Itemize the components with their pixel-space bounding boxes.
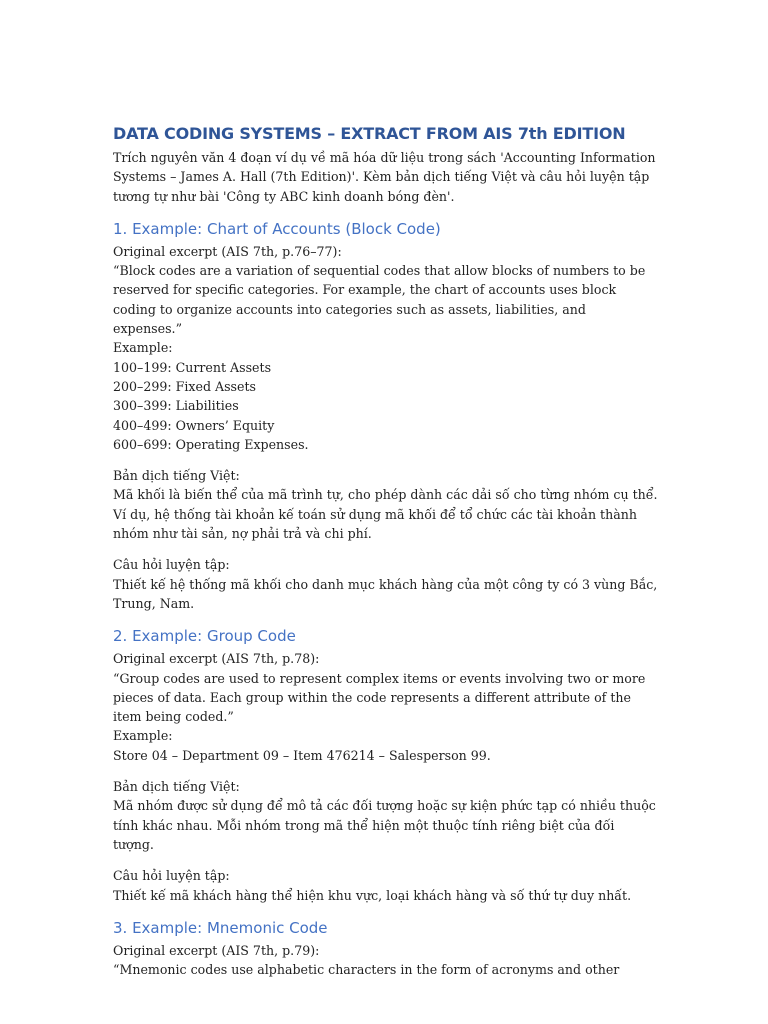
document-title: DATA CODING SYSTEMS – EXTRACT FROM AIS 7th EDITION (113, 124, 626, 143)
document-content (113, 124, 658, 979)
section-1-example-label: Example: (113, 340, 173, 356)
section-1-example-item: 100–199: Current Assets (113, 359, 272, 375)
section-2-quote: “Group codes are used to represent complex items or events involving two or more pieces of data. Each group within the code represents a different attribute of the item being coded.” (113, 670, 646, 725)
section-2-question-label: Câu hỏi luyện tập: (113, 868, 230, 884)
section-3-excerpt-label: Original excerpt (AIS 7th, p.79): (113, 942, 320, 958)
section-1-heading: 1. Example: Chart of Accounts (Block Code) (113, 219, 441, 238)
intro-paragraph: Trích nguyên văn 4 đoạn ví dụ về mã hóa dữ liệu trong sách 'Accounting Information Systems – James A. Hall (7th Edition)'. Kèm bản dịch tiếng Việt và câu hỏi luyện tập tương tự như bài 'Công ty ABC kinh doanh bóng đèn'. (113, 150, 656, 204)
section-2-translation: Mã nhóm được sử dụng để mô tả các đối tượng hoặc sự kiện phức tạp có nhiều thuộc tính khác nhau. Mỗi nhóm trong mã thể hiện một thuộc tính riêng biệt của đối tượng. (113, 798, 656, 852)
section-3-quote: “Mnemonic codes use alphabetic characters in the form of acronyms and other (113, 962, 620, 978)
section-1-example-item: 200–299: Fixed Assets (113, 378, 257, 394)
section-1-translation-label: Bản dịch tiếng Việt: (113, 468, 240, 484)
section-1-question-label: Câu hỏi luyện tập: (113, 557, 230, 573)
section-2-example: Store 04 – Department 09 – Item 476214 – Salesperson 99. (113, 747, 491, 763)
section-1-example-item: 300–399: Liabilities (113, 398, 239, 414)
section-1-example-item: 400–499: Owners’ Equity (113, 417, 275, 433)
section-2-translation-label: Bản dịch tiếng Việt: (113, 779, 240, 795)
section-1-example-item: 600–699: Operating Expenses. (113, 436, 309, 452)
section-1-quote: “Block codes are a variation of sequential codes that allow blocks of numbers to be reserved for specific categories. For example, the chart of accounts uses block coding to organize accounts into categories such as assets, liabilities, and expenses.” (113, 263, 646, 337)
section-1-question: Thiết kế hệ thống mã khối cho danh mục khách hàng của một công ty có 3 vùng Bắc, Trung, Nam. (113, 576, 658, 611)
section-1-translation: Mã khối là biến thể của mã trình tự, cho phép dành các dải số cho từng nhóm cụ thể. Ví dụ, hệ thống tài khoản kế toán sử dụng mã khối để tổ chức các tài khoản thành nhóm như tài sản, nợ phải trả và chi phí. (113, 487, 658, 542)
section-2-example-label: Example: (113, 728, 173, 744)
section-2-excerpt-label: Original excerpt (AIS 7th, p.78): (113, 651, 320, 667)
section-2-heading: 2. Example: Group Code (113, 627, 296, 646)
section-2-question: Thiết kế mã khách hàng thể hiện khu vực, loại khách hàng và số thứ tự duy nhất. (113, 887, 632, 903)
section-3-heading: 3. Example: Mnemonic Code (113, 918, 328, 937)
section-1-excerpt-label: Original excerpt (AIS 7th, p.76–77): (113, 243, 342, 259)
